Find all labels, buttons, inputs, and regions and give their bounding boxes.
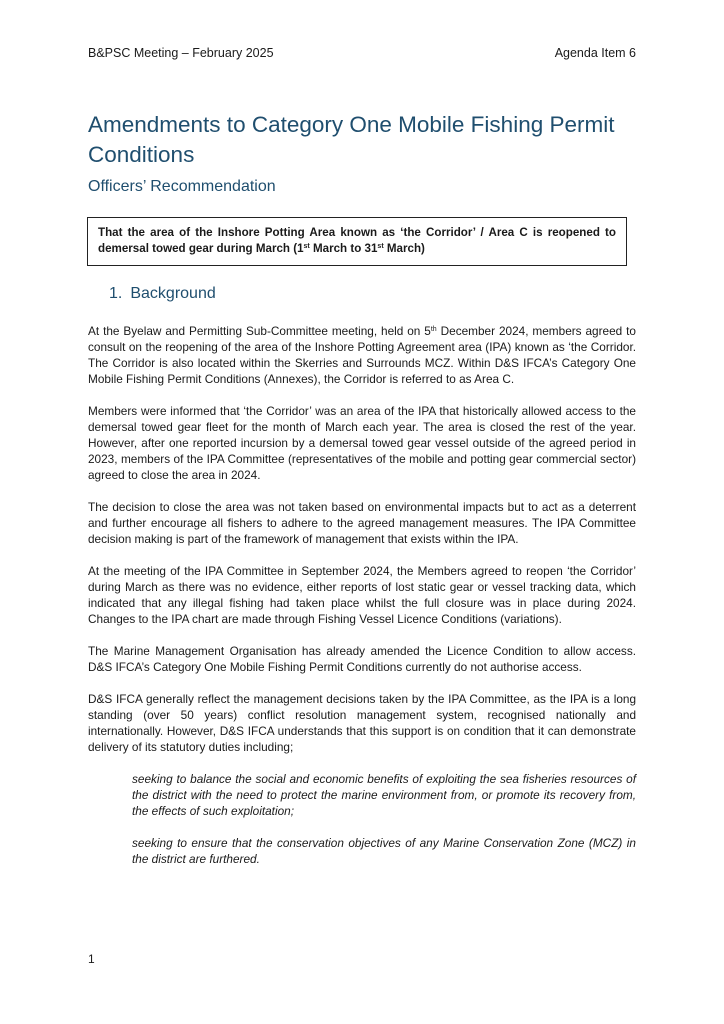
section-heading-background <box>109 285 216 303</box>
recommendation-text-3: March) <box>383 242 425 255</box>
section-title: Background <box>130 285 216 302</box>
page-number: 1 <box>88 952 95 966</box>
paragraph-1-text-b: December 2024, members agreed to consult on the reopening of the area of the Inshore Potting Agreement area (IPA) known as ‘the Corridor. The Corridor is also located within the Skerries and Surrounds MCZ. Within D&S IFCA’s Category One Mobile Fishing Permit Conditions (Annexes), the Corridor is referred to as Area C. <box>88 324 636 386</box>
paragraph-1-sup: th <box>430 326 437 333</box>
statutory-duty-quote-2: seeking to ensure that the conservation objectives of any Marine Conservation Zone (MCZ) in the district are furthered. <box>132 836 636 866</box>
document-title: Amendments to Category One Mobile Fishing Permit Conditions <box>88 112 615 167</box>
officers-recommendation-heading: Officers’ Recommendation <box>88 178 276 195</box>
paragraph-1 <box>88 323 636 387</box>
paragraph-3: The decision to close the area was not taken based on environmental impacts but to act as a deterrent and further encourage all fishers to adhere to the agreed management measures. The IPA Committee decision making is part of the framework of management that exists within the IPA. <box>88 500 636 546</box>
recommendation-sup-2: st <box>377 243 384 250</box>
paragraph-6: D&S IFCA generally reflect the management decisions taken by the IPA Committee, as the IPA is a long standing (over 50 years) conflict resolution management system, recognised nationally and internationally. However, D&S IFCA understands that this support is on condition that it can demonstrate delivery of its statutory duties including; <box>88 692 636 754</box>
body-text <box>88 323 636 883</box>
section-number: 1. <box>109 285 123 302</box>
header-meeting: B&PSC Meeting – February 2025 <box>88 46 274 60</box>
recommendation-box <box>87 217 627 266</box>
paragraph-2: Members were informed that ‘the Corridor’ was an area of the IPA that historically allowed access to the demersal towed gear fleet for the month of March each year. The area is closed the rest of the year. However, after one reported incursion by a demersal towed gear vessel outside of the agreed period in 2023, members of the IPA Committee (representatives of the mobile and potting gear commercial sector) agreed to close the area in 2024. <box>88 404 636 482</box>
statutory-duty-quote-1: seeking to balance the social and economic benefits of exploiting the sea fisheries resources of the district with the need to protect the marine environment from, or promote its recovery from, the effects of such exploitation; <box>132 772 636 818</box>
recommendation-text-1: That the area of the Inshore Potting Area known as ‘the Corridor’ / Area C is reopened to demersal towed gear during March (1 <box>98 226 616 255</box>
recommendation-text-2: March to 31 <box>309 242 378 255</box>
recommendation-sup-1: st <box>303 243 310 250</box>
paragraph-4: At the meeting of the IPA Committee in September 2024, the Members agreed to reopen ‘the Corridor’ during March as there was no evidence, either reports of lost static gear or vessel tracking data, which indicated that any illegal fishing had taken place whilst the full closure was in place during 2024. Changes to the IPA chart are made through Fishing Vessel Licence Conditions (variations). <box>88 564 636 626</box>
header-agenda-item: Agenda Item 6 <box>554 46 636 60</box>
paragraph-1-text-a: At the Byelaw and Permitting Sub-Committee meeting, held on 5 <box>88 324 431 338</box>
paragraph-5: The Marine Management Organisation has already amended the Licence Condition to allow access. D&S IFCA’s Category One Mobile Fishing Permit Conditions currently do not authorise access. <box>88 644 636 674</box>
